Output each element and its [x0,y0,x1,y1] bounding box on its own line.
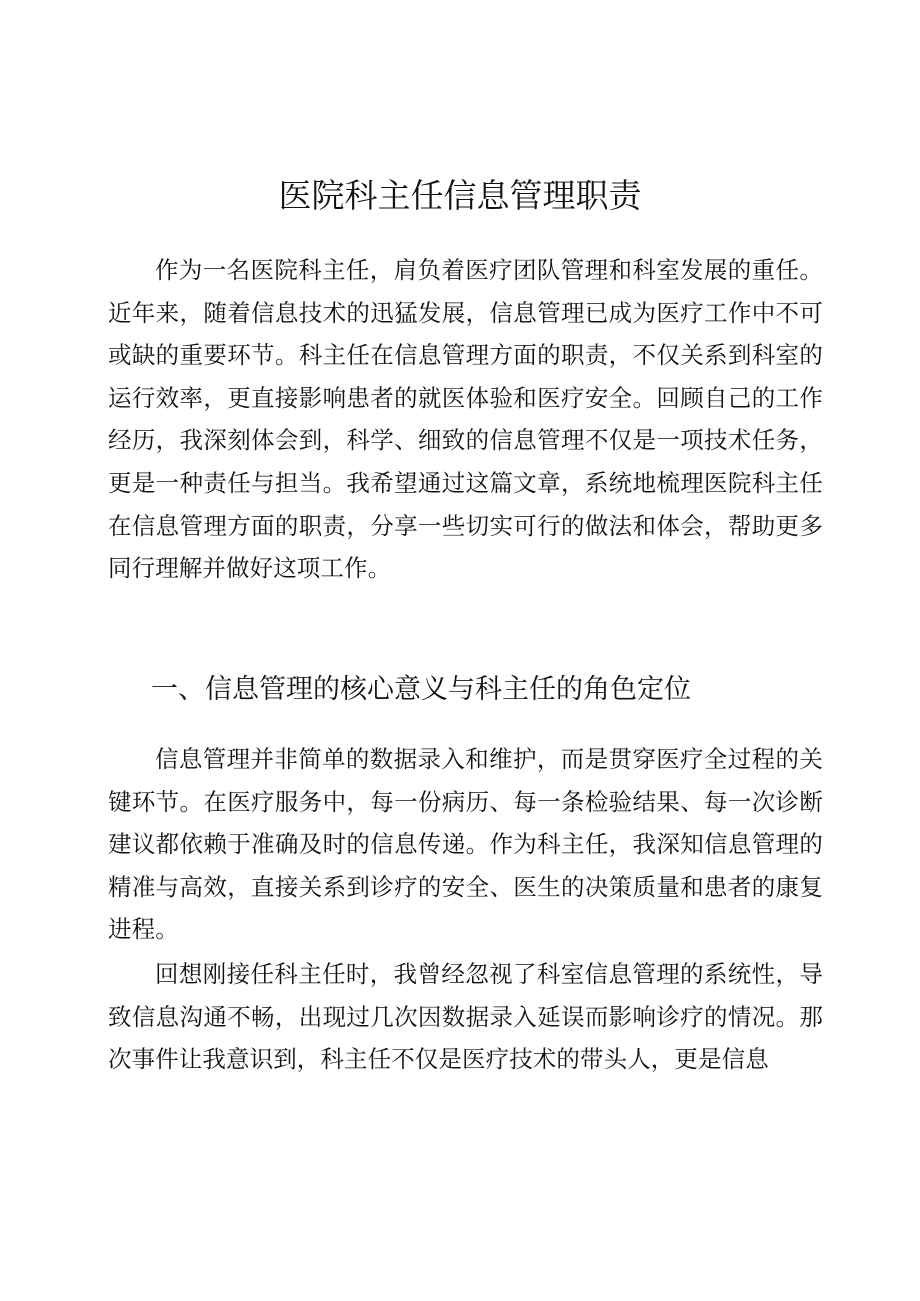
body-paragraph: 回想刚接任科主任时，我曾经忽视了科室信息管理的系统性，导致信息沟通不畅，出现过几次因数据录入延误而影响诊疗的情况。那次事件让我意识到，科主任不仅是医疗技术的带头人，更是信息 [108,960,823,1074]
document-title: 医院科主任信息管理职责 [278,176,642,215]
intro-paragraph: 作为一名医院科主任，肩负着医疗团队管理和科室发展的重任。近年来，随着信息技术的迅猛发展，信息管理已成为医疗工作中不可或缺的重要环节。科主任在信息管理方面的职责，不仅关系到科室的运行效率，更直接影响患者的就医体验和医疗安全。回顾自己的工作经历，我深刻体会到，科学、细致的信息管理不仅是一项技术任务，更是一种责任与担当。我希望通过这篇文章，系统地梳理医院科主任在信息管理方面的职责，分享一些切实可行的做法和体会，帮助更多同行理解并做好这项工作。 [108,256,823,583]
section-heading: 一、信息管理的核心意义与科主任的角色定位 [151,674,691,705]
body-paragraph: 信息管理并非简单的数据录入和维护，而是贯穿医疗全过程的关键环节。在医疗服务中，每一份病历、每一条检验结果、每一次诊断建议都依赖于准确及时的信息传递。作为科主任，我深知信息管理的精准与高效，直接关系到诊疗的安全、医生的决策质量和患者的康复进程。 [108,745,823,944]
